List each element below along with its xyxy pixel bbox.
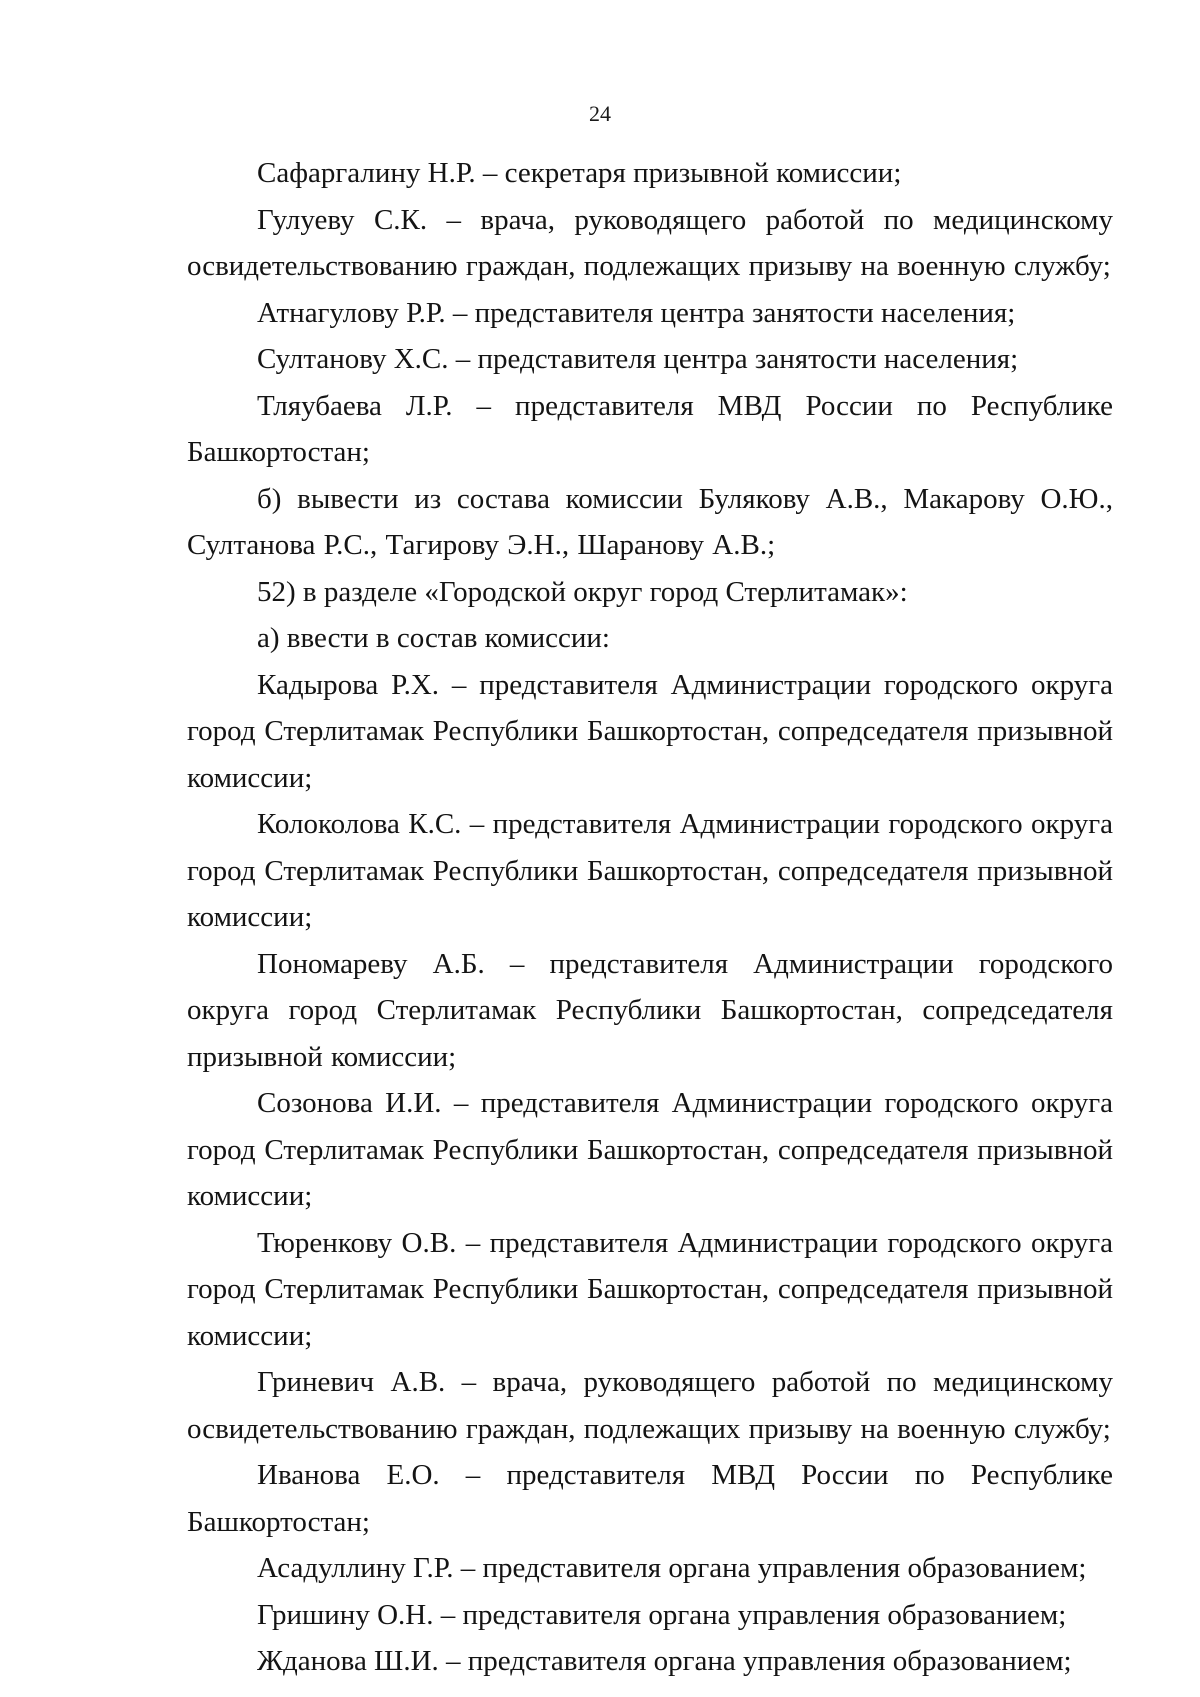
paragraph-sozonov: Созонова И.И. – представителя Администрации городского округа город Стерлитамак Республики Башкортостан, сопредседателя призывной комиссии; xyxy=(187,1087,1113,1212)
paragraph-section-52: 52) в разделе «Городской округ город Стерлитамак»: xyxy=(257,575,908,608)
paragraph-add-members: а) ввести в состав комиссии: xyxy=(257,622,610,654)
page-number: 24 xyxy=(589,101,611,126)
paragraph-ivanov: Иванова Е.О. – представителя МВД России по Республике Башкортостан; xyxy=(187,1459,1113,1538)
paragraph-atnagulova: Атнагулову Р.Р. – представителя центра занятости населения; xyxy=(257,296,1016,329)
paragraph-asadullina: Асадуллину Г.Р. – представителя органа управления образованием; xyxy=(257,1552,1087,1584)
paragraph-remove-members: б) вывести из состава комиссии Булякову А.В., Макарову О.Ю., Султанова Р.С., Тагирову Э.Н., Шаранову А.В.; xyxy=(187,482,1113,561)
paragraph-kolokolov: Колоколова К.С. – представителя Администрации городского округа город Стерлитамак Республики Башкортостан, сопредседателя призывной комиссии; xyxy=(187,808,1113,933)
paragraph-kadyrov: Кадырова Р.Х. – представителя Администрации городского округа город Стерлитамак Республики Башкортостан, сопредседателя призывной комиссии; xyxy=(187,668,1113,794)
document-body xyxy=(187,150,1113,1685)
paragraph-zhdanov: Жданова Ш.И. – представителя органа управления образованием; xyxy=(257,1645,1072,1677)
paragraph-ponomareva: Пономареву А.Б. – представителя Администрации городского округа город Стерлитамак Республики Башкортостан, сопредседателя призывной комиссии; xyxy=(187,947,1113,1073)
paragraph-safargalina: Сафаргалину Н.Р. – секретаря призывной комиссии; xyxy=(257,157,902,189)
paragraph-grishina: Гришину О.Н. – представителя органа управления образованием; xyxy=(257,1598,1067,1631)
paragraph-grinevich: Гриневич А.В. – врача, руководящего работой по медицинскому освидетельствованию граждан, подлежащих призыву на военную службу; xyxy=(187,1366,1113,1445)
paragraph-tyurenkova: Тюренкову О.В. – представителя Администрации городского округа город Стерлитамак Республики Башкортостан, сопредседателя призывной комиссии; xyxy=(187,1226,1113,1352)
paragraph-gulueva: Гулуеву С.К. – врача, руководящего работой по медицинскому освидетельствованию граждан, подлежащих призыву на военную службу; xyxy=(187,203,1113,282)
paragraph-sultanova-kh: Султанову Х.С. – представителя центра занятости населения; xyxy=(257,343,1019,375)
paragraph-tlyaubaev: Тляубаева Л.Р. – представителя МВД России по Республике Башкортостан; xyxy=(187,389,1113,468)
